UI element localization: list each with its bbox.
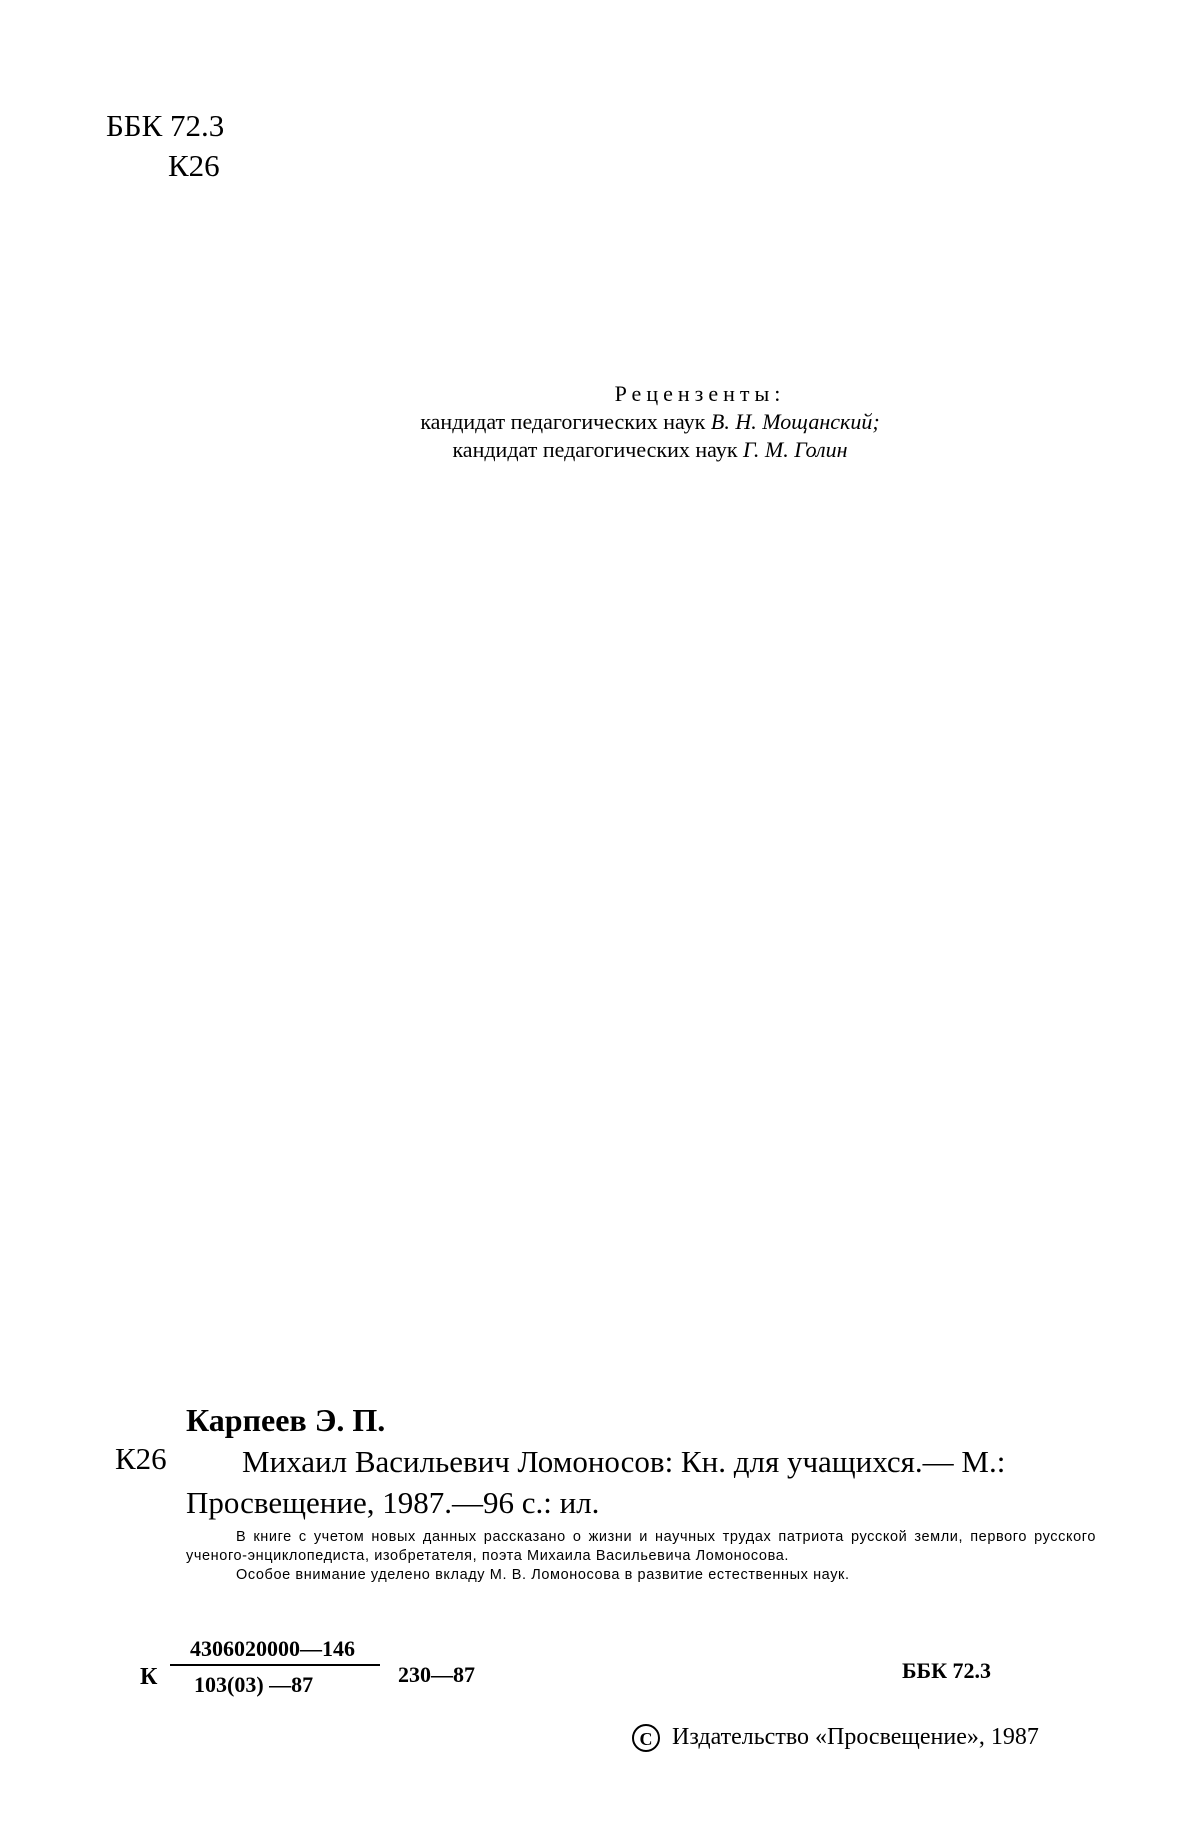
annotation xyxy=(186,1528,1096,1585)
biblio-author: Карпеев Э. П. xyxy=(186,1402,386,1438)
reviewers-block xyxy=(0,380,1200,464)
copyright-icon: С xyxy=(632,1724,660,1752)
copyright-text: Издательство «Просвещение», 1987 xyxy=(672,1724,1039,1750)
reviewer-name: Г. М. Голин xyxy=(743,437,848,462)
catalog-index-denominator: 103(03) —87 xyxy=(194,1672,314,1697)
catalog-index-fraction xyxy=(170,1636,370,1698)
annotation-paragraph: Особое внимание уделено вкладу М. В. Ломоносова в развитие естественных наук. xyxy=(236,1567,850,1583)
bbk-code-footer: ББК 72.3 xyxy=(902,1658,992,1683)
biblio-index-code: К26 xyxy=(115,1441,167,1476)
biblio-description: Михаил Васильевич Ломоносов: Кн. для учащихся.— М.: Просвещение, 1987.—96 с.: ил. xyxy=(186,1444,1006,1520)
reviewer-degree: кандидат педагогических наук xyxy=(420,409,711,434)
catalog-index-numerator: 4306020000—146 xyxy=(170,1636,380,1666)
catalog-index-letter: К xyxy=(140,1664,158,1690)
author-sign: К26 xyxy=(168,148,220,183)
reviewer-degree: кандидат педагогических наук xyxy=(452,437,744,462)
catalog-index-suffix: 230—87 xyxy=(398,1662,475,1687)
reviewer-name: В. Н. Мощанский; xyxy=(710,409,880,434)
reviewer-line xyxy=(0,408,1200,436)
copyright-line xyxy=(632,1724,1039,1752)
bbk-code: ББК 72.3 xyxy=(106,108,225,143)
reviewer-line xyxy=(0,436,1200,464)
reviewers-heading: Рецензенты: xyxy=(614,381,786,406)
bbk-classification xyxy=(106,106,224,186)
annotation-paragraph: В книге с учетом новых данных рассказано о жизни и научных трудах патриота русской земли, первого русского ученого-энциклопедиста, изобретателя, поэта Михаила Васильевича Ломоносова. xyxy=(186,1529,1096,1564)
